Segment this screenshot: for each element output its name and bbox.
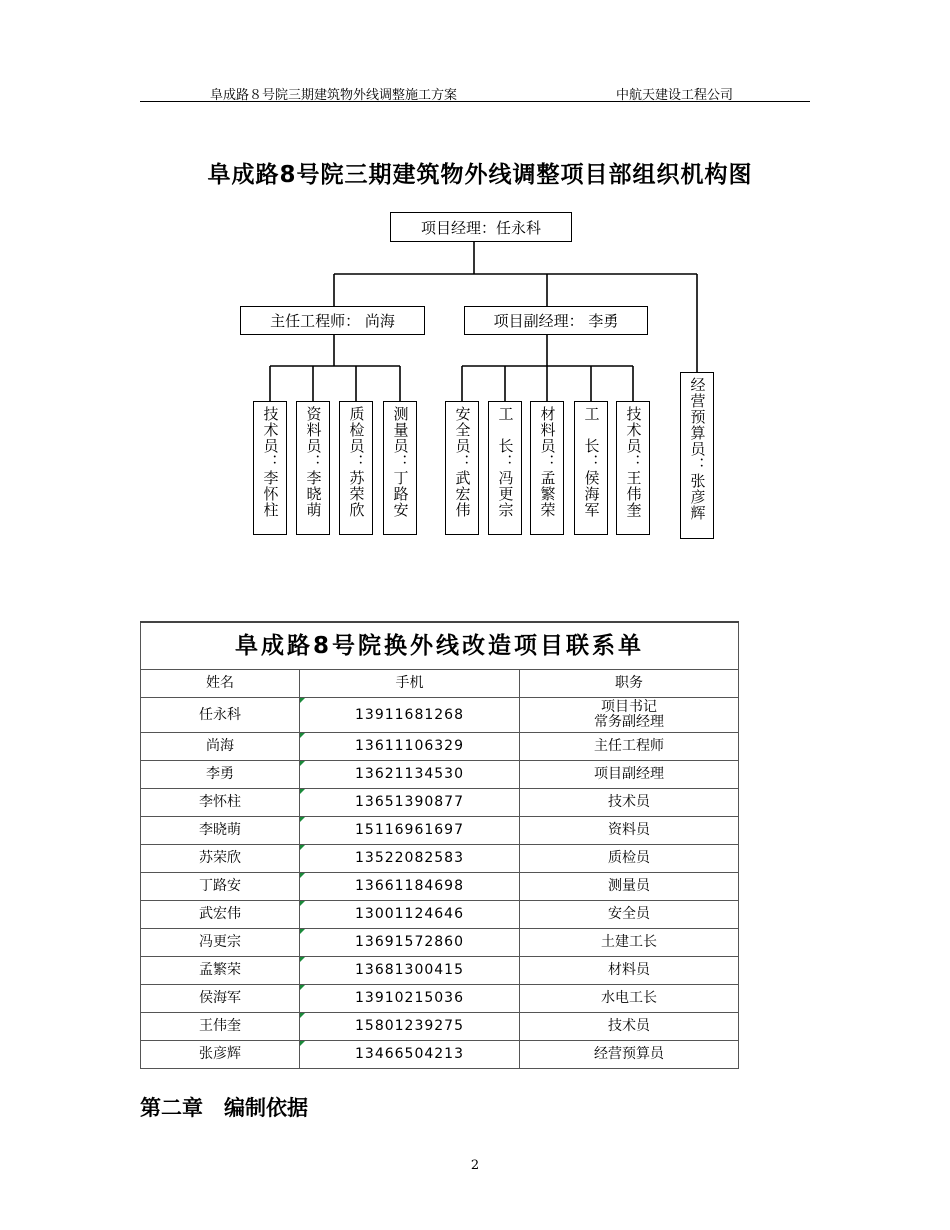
org-box-budget: 经营预算员：张彦辉	[680, 372, 714, 539]
table-row	[141, 1013, 739, 1041]
table-cell-name: 武宏伟	[141, 901, 300, 929]
table-header-row	[141, 670, 739, 698]
org-box-staff: 技术员：王伟奎	[616, 401, 650, 535]
table-cell-phone: 13911681268	[300, 698, 520, 733]
org-box-staff: 测量员：丁路安	[383, 401, 417, 535]
org-box-staff: 工 长：侯海军	[574, 401, 608, 535]
table-cell-role: 经营预算员	[520, 1041, 739, 1069]
table-row	[141, 789, 739, 817]
table-row	[141, 845, 739, 873]
table-row	[141, 957, 739, 985]
page-number: 2	[470, 1158, 480, 1173]
contact-table-container	[140, 621, 738, 1069]
org-box-staff: 质检员：苏荣欣	[339, 401, 373, 535]
table-cell-phone: 13651390877	[300, 789, 520, 817]
org-box-staff: 资料员：李晓萌	[296, 401, 330, 535]
table-cell-phone: 13522082583	[300, 845, 520, 873]
table-cell-role: 测量员	[520, 873, 739, 901]
table-row	[141, 985, 739, 1013]
org-box-chief-engineer: 主任工程师： 尚海	[240, 306, 425, 335]
table-cell-name: 苏荣欣	[141, 845, 300, 873]
table-row	[141, 733, 739, 761]
table-cell-name: 尚海	[141, 733, 300, 761]
chapter-heading: 第二章 编制依据	[140, 1095, 308, 1120]
table-cell-role: 材料员	[520, 957, 739, 985]
table-cell-name: 李晓萌	[141, 817, 300, 845]
table-cell-name: 任永科	[141, 698, 300, 733]
table-cell-role: 土建工长	[520, 929, 739, 957]
table-row	[141, 761, 739, 789]
table-cell-name: 侯海军	[141, 985, 300, 1013]
table-cell-role: 技术员	[520, 789, 739, 817]
table-cell-phone: 15116961697	[300, 817, 520, 845]
column-header: 姓名	[141, 670, 300, 698]
page-header-left: 阜成路８号院三期建筑物外线调整施工方案	[210, 88, 458, 103]
table-row	[141, 698, 739, 733]
table-cell-role: 水电工长	[520, 985, 739, 1013]
table-row	[141, 1041, 739, 1069]
table-cell-role: 项目书记 常务副经理	[520, 698, 739, 733]
table-row	[141, 901, 739, 929]
table-cell-phone: 13466504213	[300, 1041, 520, 1069]
table-cell-phone: 13691572860	[300, 929, 520, 957]
table-cell-phone: 13001124646	[300, 901, 520, 929]
table-row	[141, 873, 739, 901]
contact-table	[140, 621, 739, 1069]
table-cell-name: 张彦辉	[141, 1041, 300, 1069]
org-box-staff: 材料员：孟繁荣	[530, 401, 564, 535]
table-cell-name: 冯更宗	[141, 929, 300, 957]
org-chart-title: 阜成路8号院三期建筑物外线调整项目部组织机构图	[207, 162, 753, 188]
table-cell-name: 丁路安	[141, 873, 300, 901]
org-box-staff: 技术员：李怀柱	[253, 401, 287, 535]
table-cell-phone: 13611106329	[300, 733, 520, 761]
table-row	[141, 929, 739, 957]
table-cell-phone: 13910215036	[300, 985, 520, 1013]
table-cell-name: 李怀柱	[141, 789, 300, 817]
table-cell-role: 技术员	[520, 1013, 739, 1041]
table-cell-role: 资料员	[520, 817, 739, 845]
column-header: 职务	[520, 670, 739, 698]
table-cell-role: 安全员	[520, 901, 739, 929]
page-header-right: 中航天建设工程公司	[616, 88, 734, 103]
org-box-deputy-manager: 项目副经理： 李勇	[464, 306, 648, 335]
table-cell-phone: 13661184698	[300, 873, 520, 901]
table-cell-phone: 13621134530	[300, 761, 520, 789]
org-box-manager: 项目经理：任永科	[390, 212, 572, 242]
org-box-staff: 工 长：冯更宗	[488, 401, 522, 535]
table-cell-role: 质检员	[520, 845, 739, 873]
table-cell-role: 主任工程师	[520, 733, 739, 761]
column-header: 手机	[300, 670, 520, 698]
table-cell-phone: 15801239275	[300, 1013, 520, 1041]
table-cell-name: 孟繁荣	[141, 957, 300, 985]
table-cell-name: 王伟奎	[141, 1013, 300, 1041]
contact-table-title: 阜成路8号院换外线改造项目联系单	[141, 622, 739, 670]
org-box-staff: 安全员：武宏伟	[445, 401, 479, 535]
table-cell-role: 项目副经理	[520, 761, 739, 789]
table-cell-phone: 13681300415	[300, 957, 520, 985]
table-row	[141, 817, 739, 845]
table-cell-name: 李勇	[141, 761, 300, 789]
